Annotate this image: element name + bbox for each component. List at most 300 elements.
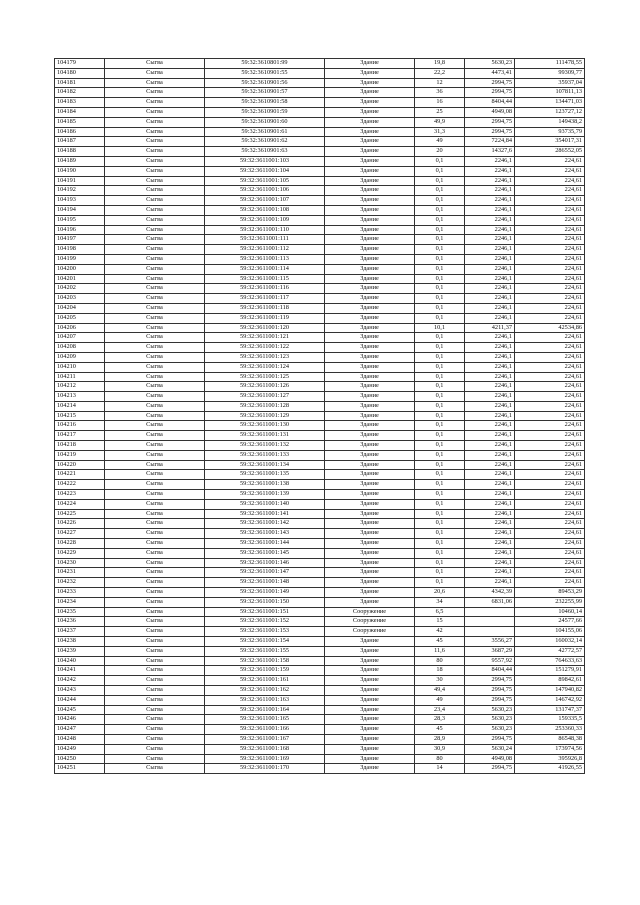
unit-value-cell: 2246,1 (465, 362, 515, 372)
object-type-cell: Здание (325, 450, 415, 460)
row-number-cell: 104212 (55, 382, 105, 392)
cadastral-number-cell: 59:32:3610901:58 (205, 98, 325, 108)
unit-value-cell: 2994,75 (465, 88, 515, 98)
table-row (55, 421, 585, 431)
object-type-cell: Здание (325, 313, 415, 323)
area-cell: 0,1 (415, 460, 465, 470)
object-type-cell: Здание (325, 225, 415, 235)
row-number-cell: 104237 (55, 627, 105, 637)
settlement-cell: Сыгва (105, 254, 205, 264)
row-number-cell: 104251 (55, 764, 105, 774)
settlement-cell: Сыгва (105, 470, 205, 480)
cadastral-value-cell: 99309,77 (515, 68, 585, 78)
table-row (55, 303, 585, 313)
cadastral-number-cell: 59:32:3611001:108 (205, 205, 325, 215)
object-type-cell: Сооружение (325, 627, 415, 637)
table-row (55, 666, 585, 676)
object-type-cell: Здание (325, 166, 415, 176)
cadastral-value-cell: 224,61 (515, 578, 585, 588)
cadastral-value-cell: 224,61 (515, 450, 585, 460)
object-type-cell: Здание (325, 734, 415, 744)
object-type-cell: Здание (325, 401, 415, 411)
table-row (55, 588, 585, 598)
cadastral-value-cell: 159335,5 (515, 715, 585, 725)
unit-value-cell (465, 607, 515, 617)
settlement-cell: Сыгва (105, 166, 205, 176)
object-type-cell: Здание (325, 509, 415, 519)
cadastral-value-cell: 224,61 (515, 568, 585, 578)
cadastral-number-cell: 59:32:3611001:140 (205, 499, 325, 509)
settlement-cell: Сыгва (105, 147, 205, 157)
row-number-cell: 104231 (55, 568, 105, 578)
unit-value-cell: 8404,44 (465, 666, 515, 676)
table-row (55, 715, 585, 725)
settlement-cell: Сыгва (105, 637, 205, 647)
unit-value-cell: 2246,1 (465, 225, 515, 235)
cadastral-value-cell: 224,61 (515, 421, 585, 431)
settlement-cell: Сыгва (105, 588, 205, 598)
row-number-cell: 104245 (55, 705, 105, 715)
area-cell: 80 (415, 754, 465, 764)
area-cell: 19,8 (415, 59, 465, 69)
row-number-cell: 104218 (55, 441, 105, 451)
area-cell: 49 (415, 695, 465, 705)
row-number-cell: 104229 (55, 548, 105, 558)
table-row (55, 676, 585, 686)
object-type-cell: Здание (325, 323, 415, 333)
area-cell: 0,1 (415, 264, 465, 274)
cadastral-number-cell: 59:32:3611001:110 (205, 225, 325, 235)
cadastral-number-cell: 59:32:3611001:169 (205, 754, 325, 764)
cadastral-number-cell: 59:32:3611001:120 (205, 323, 325, 333)
object-type-cell: Здание (325, 470, 415, 480)
area-cell: 28,3 (415, 715, 465, 725)
cadastral-value-cell: 354017,31 (515, 137, 585, 147)
settlement-cell: Сыгва (105, 68, 205, 78)
table-row (55, 450, 585, 460)
table-row (55, 744, 585, 754)
row-number-cell: 104226 (55, 519, 105, 529)
unit-value-cell: 2246,1 (465, 372, 515, 382)
settlement-cell: Сыгва (105, 235, 205, 245)
object-type-cell: Здание (325, 744, 415, 754)
settlement-cell: Сыгва (105, 754, 205, 764)
cadastral-number-cell: 59:32:3611001:167 (205, 734, 325, 744)
row-number-cell: 104211 (55, 372, 105, 382)
cadastral-number-cell: 59:32:3611001:135 (205, 470, 325, 480)
row-number-cell: 104215 (55, 411, 105, 421)
cadastral-value-cell: 224,61 (515, 333, 585, 343)
cadastral-number-cell: 59:32:3611001:112 (205, 245, 325, 255)
object-type-cell: Здание (325, 666, 415, 676)
unit-value-cell: 2246,1 (465, 529, 515, 539)
row-number-cell: 104188 (55, 147, 105, 157)
row-number-cell: 104224 (55, 499, 105, 509)
object-type-cell: Здание (325, 68, 415, 78)
row-number-cell: 104201 (55, 274, 105, 284)
cadastral-value-cell: 224,61 (515, 274, 585, 284)
cadastral-number-cell: 59:32:3611001:139 (205, 490, 325, 500)
settlement-cell: Сыгва (105, 490, 205, 500)
table-row (55, 539, 585, 549)
area-cell: 12 (415, 78, 465, 88)
unit-value-cell: 2246,1 (465, 254, 515, 264)
unit-value-cell: 2246,1 (465, 294, 515, 304)
cadastral-number-cell: 59:32:3611001:132 (205, 441, 325, 451)
cadastral-number-cell: 59:32:3611001:168 (205, 744, 325, 754)
settlement-cell: Сыгва (105, 323, 205, 333)
cadastral-number-cell: 59:32:3611001:115 (205, 274, 325, 284)
area-cell: 0,1 (415, 499, 465, 509)
settlement-cell: Сыгва (105, 392, 205, 402)
settlement-cell: Сыгва (105, 548, 205, 558)
row-number-cell: 104182 (55, 88, 105, 98)
area-cell: 0,1 (415, 392, 465, 402)
unit-value-cell: 7224,84 (465, 137, 515, 147)
cadastral-number-cell: 59:32:3611001:153 (205, 627, 325, 637)
table-row (55, 313, 585, 323)
object-type-cell: Здание (325, 117, 415, 127)
cadastral-number-cell: 59:32:3611001:146 (205, 558, 325, 568)
area-cell: 22,2 (415, 68, 465, 78)
object-type-cell: Здание (325, 176, 415, 186)
cadastral-number-cell: 59:32:3611001:113 (205, 254, 325, 264)
unit-value-cell: 2246,1 (465, 470, 515, 480)
table-row (55, 656, 585, 666)
table-row (55, 166, 585, 176)
settlement-cell: Сыгва (105, 480, 205, 490)
object-type-cell: Здание (325, 548, 415, 558)
unit-value-cell: 2246,1 (465, 235, 515, 245)
area-cell: 45 (415, 637, 465, 647)
settlement-cell: Сыгва (105, 274, 205, 284)
table-row (55, 137, 585, 147)
unit-value-cell: 4342,39 (465, 588, 515, 598)
cadastral-number-cell: 59:32:3611001:104 (205, 166, 325, 176)
row-number-cell: 104216 (55, 421, 105, 431)
row-number-cell: 104196 (55, 225, 105, 235)
cadastral-number-cell: 59:32:3611001:125 (205, 372, 325, 382)
unit-value-cell: 2246,1 (465, 392, 515, 402)
area-cell: 0,1 (415, 156, 465, 166)
unit-value-cell: 6831,06 (465, 597, 515, 607)
row-number-cell: 104183 (55, 98, 105, 108)
row-number-cell: 104213 (55, 392, 105, 402)
table-row (55, 284, 585, 294)
unit-value-cell: 2994,75 (465, 764, 515, 774)
unit-value-cell: 3556,27 (465, 637, 515, 647)
table-row (55, 441, 585, 451)
cadastral-number-cell: 59:32:3611001:161 (205, 676, 325, 686)
row-number-cell: 104217 (55, 431, 105, 441)
object-type-cell: Здание (325, 676, 415, 686)
cadastral-value-cell: 224,61 (515, 401, 585, 411)
area-cell: 14 (415, 764, 465, 774)
cadastral-number-cell: 59:32:3611001:149 (205, 588, 325, 598)
area-cell: 0,1 (415, 509, 465, 519)
cadastral-number-cell: 59:32:3611001:133 (205, 450, 325, 460)
area-cell: 0,1 (415, 470, 465, 480)
cadastral-value-cell: 395926,8 (515, 754, 585, 764)
unit-value-cell: 2246,1 (465, 343, 515, 353)
area-cell: 0,1 (415, 372, 465, 382)
table-row (55, 147, 585, 157)
area-cell: 11,6 (415, 646, 465, 656)
row-number-cell: 104202 (55, 284, 105, 294)
area-cell: 0,1 (415, 450, 465, 460)
row-number-cell: 104248 (55, 734, 105, 744)
row-number-cell: 104203 (55, 294, 105, 304)
object-type-cell: Здание (325, 392, 415, 402)
object-type-cell: Здание (325, 460, 415, 470)
cadastral-value-cell: 41926,55 (515, 764, 585, 774)
unit-value-cell: 2246,1 (465, 548, 515, 558)
cadastral-number-cell: 59:32:3611001:114 (205, 264, 325, 274)
unit-value-cell: 2246,1 (465, 166, 515, 176)
row-number-cell: 104198 (55, 245, 105, 255)
table-row (55, 686, 585, 696)
table-row (55, 98, 585, 108)
cadastral-number-cell: 59:32:3610901:63 (205, 147, 325, 157)
area-cell: 49,4 (415, 686, 465, 696)
table-row (55, 264, 585, 274)
unit-value-cell: 2246,1 (465, 245, 515, 255)
cadastral-value-cell: 224,61 (515, 441, 585, 451)
table-row (55, 382, 585, 392)
area-cell: 0,1 (415, 205, 465, 215)
object-type-cell: Здание (325, 254, 415, 264)
object-type-cell: Здание (325, 303, 415, 313)
row-number-cell: 104181 (55, 78, 105, 88)
cadastral-number-cell: 59:32:3611001:165 (205, 715, 325, 725)
cadastral-number-cell: 59:32:3611001:116 (205, 284, 325, 294)
settlement-cell: Сыгва (105, 450, 205, 460)
cadastral-value-cell: 224,61 (515, 392, 585, 402)
row-number-cell: 104207 (55, 333, 105, 343)
cadastral-value-cell: 224,61 (515, 431, 585, 441)
settlement-cell: Сыгва (105, 382, 205, 392)
unit-value-cell: 8404,44 (465, 98, 515, 108)
table-row (55, 460, 585, 470)
object-type-cell: Здание (325, 147, 415, 157)
area-cell: 34 (415, 597, 465, 607)
table-row (55, 695, 585, 705)
settlement-cell: Сыгва (105, 568, 205, 578)
settlement-cell: Сыгва (105, 509, 205, 519)
settlement-cell: Сыгва (105, 352, 205, 362)
unit-value-cell: 2246,1 (465, 274, 515, 284)
cadastral-number-cell: 59:32:3611001:138 (205, 480, 325, 490)
table-row (55, 490, 585, 500)
unit-value-cell: 2246,1 (465, 284, 515, 294)
unit-value-cell: 2246,1 (465, 578, 515, 588)
cadastral-value-cell: 151279,91 (515, 666, 585, 676)
settlement-cell: Сыгва (105, 617, 205, 627)
settlement-cell: Сыгва (105, 715, 205, 725)
cadastral-value-cell: 86548,38 (515, 734, 585, 744)
cadastral-number-cell: 59:32:3611001:144 (205, 539, 325, 549)
table-row (55, 323, 585, 333)
unit-value-cell: 2994,75 (465, 734, 515, 744)
object-type-cell: Здание (325, 362, 415, 372)
settlement-cell: Сыгва (105, 597, 205, 607)
row-number-cell: 104199 (55, 254, 105, 264)
cadastral-number-cell: 59:32:3611001:103 (205, 156, 325, 166)
settlement-cell: Сыгва (105, 695, 205, 705)
settlement-cell: Сыгва (105, 529, 205, 539)
cadastral-value-cell: 224,61 (515, 539, 585, 549)
settlement-cell: Сыгва (105, 460, 205, 470)
area-cell: 10,1 (415, 323, 465, 333)
cadastral-number-cell: 59:32:3611001:142 (205, 519, 325, 529)
settlement-cell: Сыгва (105, 313, 205, 323)
cadastral-number-cell: 59:32:3611001:111 (205, 235, 325, 245)
settlement-cell: Сыгва (105, 137, 205, 147)
row-number-cell: 104206 (55, 323, 105, 333)
table-row (55, 333, 585, 343)
object-type-cell: Здание (325, 754, 415, 764)
cadastral-value-cell: 104155,06 (515, 627, 585, 637)
table-row (55, 548, 585, 558)
cadastral-number-cell: 59:32:3611001:118 (205, 303, 325, 313)
settlement-cell: Сыгва (105, 264, 205, 274)
cadastral-number-cell: 59:32:3610901:57 (205, 88, 325, 98)
table-row (55, 254, 585, 264)
unit-value-cell: 2246,1 (465, 568, 515, 578)
cadastral-value-cell: 764633,63 (515, 656, 585, 666)
cadastral-number-cell: 59:32:3611001:123 (205, 352, 325, 362)
settlement-cell: Сыгва (105, 607, 205, 617)
area-cell: 0,1 (415, 431, 465, 441)
area-cell: 30,9 (415, 744, 465, 754)
cadastral-number-cell: 59:32:3611001:145 (205, 548, 325, 558)
cadastral-number-cell: 59:32:3611001:107 (205, 196, 325, 206)
unit-value-cell: 5630,24 (465, 744, 515, 754)
object-type-cell: Здание (325, 558, 415, 568)
settlement-cell: Сыгва (105, 725, 205, 735)
table-row (55, 215, 585, 225)
area-cell: 42 (415, 627, 465, 637)
row-number-cell: 104227 (55, 529, 105, 539)
unit-value-cell: 2246,1 (465, 313, 515, 323)
table-row (55, 107, 585, 117)
cadastral-number-cell: 59:32:3611001:126 (205, 382, 325, 392)
object-type-cell: Здание (325, 411, 415, 421)
cadastral-number-cell: 59:32:3611001:117 (205, 294, 325, 304)
settlement-cell: Сыгва (105, 362, 205, 372)
object-type-cell: Здание (325, 78, 415, 88)
area-cell: 0,1 (415, 245, 465, 255)
object-type-cell: Здание (325, 588, 415, 598)
settlement-cell: Сыгва (105, 705, 205, 715)
area-cell: 45 (415, 725, 465, 735)
table-row (55, 519, 585, 529)
unit-value-cell: 2994,75 (465, 695, 515, 705)
object-type-cell: Здание (325, 764, 415, 774)
object-type-cell: Сооружение (325, 617, 415, 627)
table-row (55, 470, 585, 480)
cadastral-number-cell: 59:32:3611001:109 (205, 215, 325, 225)
table-row (55, 607, 585, 617)
area-cell: 80 (415, 656, 465, 666)
table-row (55, 235, 585, 245)
row-number-cell: 104236 (55, 617, 105, 627)
area-cell: 20,6 (415, 588, 465, 598)
row-number-cell: 104220 (55, 460, 105, 470)
object-type-cell: Здание (325, 98, 415, 108)
object-type-cell: Здание (325, 352, 415, 362)
cadastral-number-cell: 59:32:3611001:151 (205, 607, 325, 617)
cadastral-value-cell: 147940,82 (515, 686, 585, 696)
table-row (55, 352, 585, 362)
settlement-cell: Сыгва (105, 539, 205, 549)
cadastral-number-cell: 59:32:3611001:158 (205, 656, 325, 666)
settlement-cell: Сыгва (105, 59, 205, 69)
cadastral-value-cell: 224,61 (515, 235, 585, 245)
object-type-cell: Здание (325, 264, 415, 274)
cadastral-value-cell: 224,61 (515, 215, 585, 225)
object-type-cell: Здание (325, 294, 415, 304)
registry-table (54, 58, 585, 774)
settlement-cell: Сыгва (105, 686, 205, 696)
cadastral-number-cell: 59:32:3610801:99 (205, 59, 325, 69)
cadastral-value-cell: 224,61 (515, 313, 585, 323)
cadastral-value-cell: 160032,14 (515, 637, 585, 647)
object-type-cell: Здание (325, 343, 415, 353)
object-type-cell: Здание (325, 686, 415, 696)
unit-value-cell: 2246,1 (465, 411, 515, 421)
object-type-cell: Здание (325, 539, 415, 549)
cadastral-number-cell: 59:32:3611001:154 (205, 637, 325, 647)
cadastral-value-cell: 131747,37 (515, 705, 585, 715)
object-type-cell: Здание (325, 127, 415, 137)
cadastral-value-cell: 224,61 (515, 470, 585, 480)
settlement-cell: Сыгва (105, 499, 205, 509)
area-cell: 0,1 (415, 215, 465, 225)
row-number-cell: 104246 (55, 715, 105, 725)
table-row (55, 627, 585, 637)
row-number-cell: 104200 (55, 264, 105, 274)
row-number-cell: 104221 (55, 470, 105, 480)
unit-value-cell: 2246,1 (465, 401, 515, 411)
area-cell: 0,1 (415, 519, 465, 529)
row-number-cell: 104228 (55, 539, 105, 549)
settlement-cell: Сыгва (105, 117, 205, 127)
area-cell: 0,1 (415, 166, 465, 176)
table-row (55, 372, 585, 382)
row-number-cell: 104180 (55, 68, 105, 78)
cadastral-number-cell: 59:32:3611001:127 (205, 392, 325, 402)
table-row (55, 637, 585, 647)
cadastral-value-cell: 224,61 (515, 294, 585, 304)
object-type-cell: Здание (325, 695, 415, 705)
cadastral-value-cell: 224,61 (515, 264, 585, 274)
table-row (55, 88, 585, 98)
area-cell: 0,1 (415, 490, 465, 500)
cadastral-number-cell: 59:32:3611001:143 (205, 529, 325, 539)
row-number-cell: 104185 (55, 117, 105, 127)
settlement-cell: Сыгва (105, 98, 205, 108)
settlement-cell: Сыгва (105, 156, 205, 166)
unit-value-cell: 2246,1 (465, 205, 515, 215)
unit-value-cell: 2246,1 (465, 176, 515, 186)
table-row (55, 725, 585, 735)
cadastral-value-cell: 224,61 (515, 205, 585, 215)
unit-value-cell (465, 627, 515, 637)
row-number-cell: 104239 (55, 646, 105, 656)
cadastral-value-cell: 232255,99 (515, 597, 585, 607)
row-number-cell: 104189 (55, 156, 105, 166)
